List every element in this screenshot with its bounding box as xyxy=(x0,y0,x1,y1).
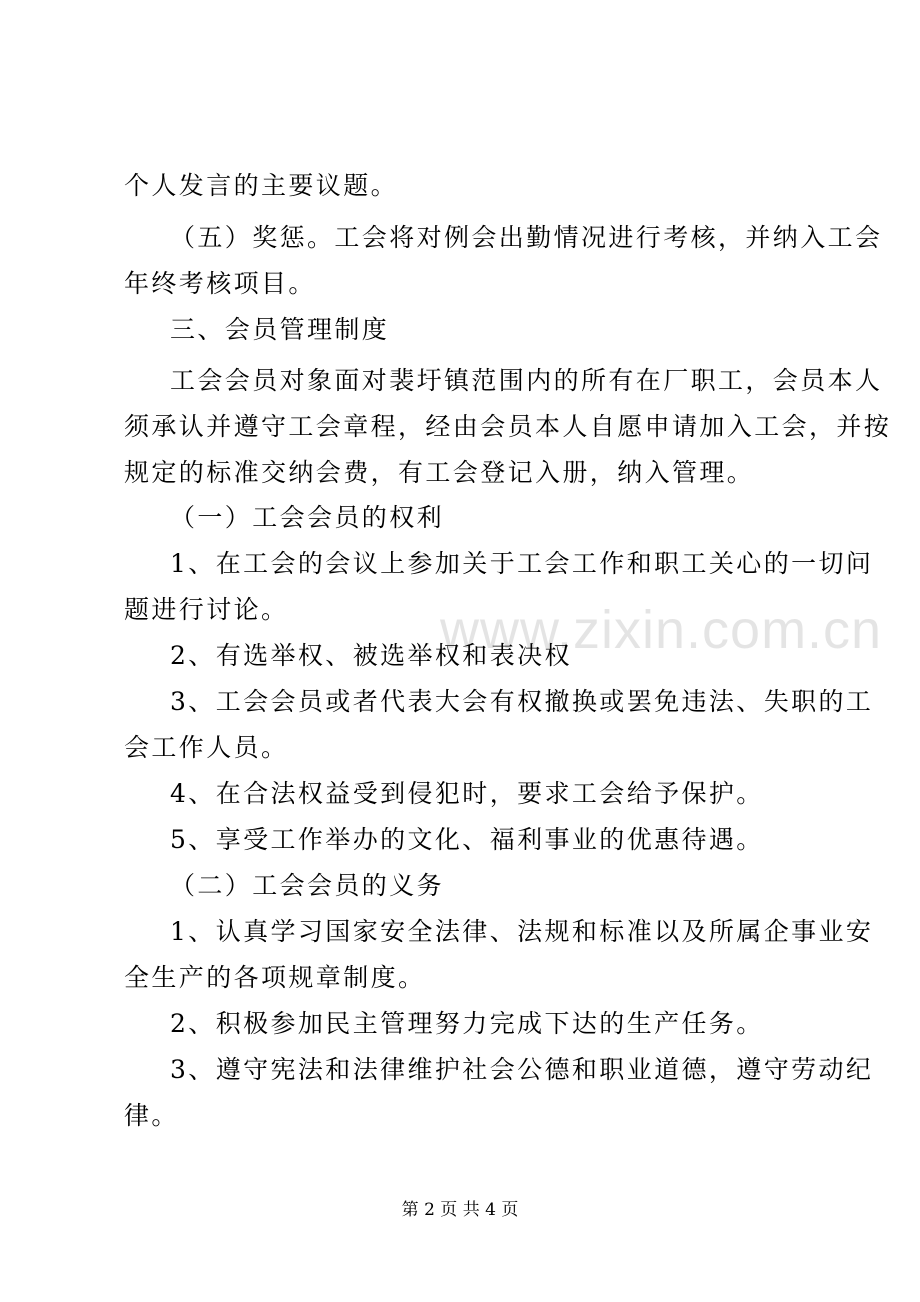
text-line: 3、遵守宪法和法律维护社会公德和职业道德，遵守劳动纪 xyxy=(170,1055,874,1084)
subsection-heading: （二）工会会员的义务 xyxy=(170,871,445,900)
text-line: 4、在合法权益受到侵犯时，要求工会给予保护。 xyxy=(170,779,764,808)
text-line: 题进行讨论。 xyxy=(124,595,289,624)
text-line: 1、认真学习国家安全法律、法规和标准以及所属企事业安 xyxy=(170,917,874,946)
subsection-heading: （一）工会会员的权利 xyxy=(170,503,445,532)
text-line: 规定的标准交纳会费，有工会登记入册，纳入管理。 xyxy=(124,458,755,487)
text-line: 全生产的各项规章制度。 xyxy=(124,963,426,992)
watermark: www.zixin.com.cn xyxy=(440,600,883,660)
text-line: 3、工会会员或者代表大会有权撤换或罢免违法、失职的工 xyxy=(170,687,874,716)
text-line: 2、有选举权、被选举权和表决权 xyxy=(170,641,572,670)
text-line: 5、享受工作举办的文化、福利事业的优惠待遇。 xyxy=(170,825,764,854)
page-footer: 第 2 页 共 4 页 xyxy=(401,1200,519,1220)
text-line: 律。 xyxy=(124,1101,179,1130)
text-line: 工会会员对象面对裴圩镇范围内的所有在厂职工，会员本人 xyxy=(170,366,883,395)
text-line: （五）奖惩。工会将对例会出勤情况进行考核，并纳入工会 xyxy=(170,223,883,252)
text-line: 会工作人员。 xyxy=(124,733,289,762)
section-heading: 三、会员管理制度 xyxy=(170,315,390,344)
text-line: 2、积极参加民主管理努力完成下达的生产任务。 xyxy=(170,1009,764,1038)
text-line: 个人发言的主要议题。 xyxy=(124,171,399,200)
text-line: 年终考核项目。 xyxy=(124,269,316,298)
text-line: 须承认并遵守工会章程，经由会员本人自愿申请加入工会，并按 xyxy=(124,412,892,441)
text-line: 1、在工会的会议上参加关于工会工作和职工关心的一切问 xyxy=(170,549,874,578)
